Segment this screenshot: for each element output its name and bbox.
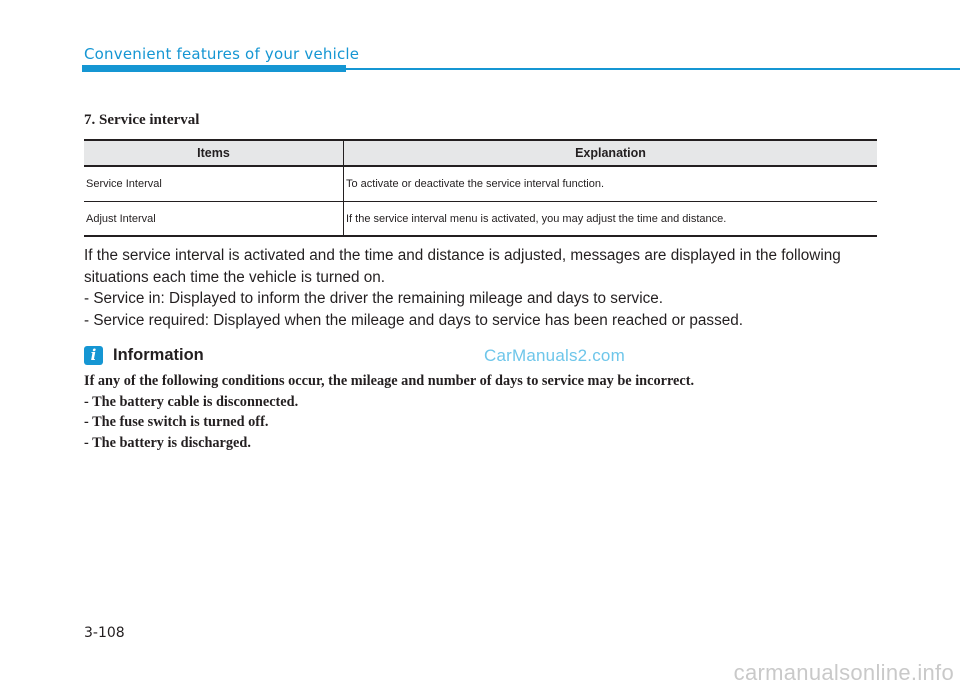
table-row: [84, 202, 877, 237]
watermark-carmanualsonline: carmanualsonline.info: [733, 660, 954, 685]
header-accent-bar: [82, 65, 346, 72]
watermark-carmanuals2: CarManuals2.com: [484, 346, 625, 365]
body-paragraph: If the service interval is activated and the time and distance is adjusted, messages are displayed in the following situations each time the vehicle is turned on.: [84, 247, 841, 286]
information-title: Information: [113, 346, 204, 364]
table-cell-item: Adjust Interval: [84, 202, 344, 237]
table-cell-explanation: To activate or deactivate the service interval function.: [344, 166, 878, 202]
body-paragraph: - Service required: Displayed when the mileage and days to service has been reached or passed.: [84, 311, 743, 329]
service-interval-table: [84, 139, 877, 237]
information-line: - The battery cable is disconnected.: [84, 393, 299, 410]
information-body: [84, 371, 874, 453]
chapter-title: Convenient features of your vehicle: [84, 45, 360, 63]
information-line: If any of the following conditions occur, the mileage and number of days to service may be incorrect.: [84, 373, 695, 389]
column-header-items: Items: [84, 140, 344, 166]
info-icon: i: [84, 346, 103, 365]
information-line: - The fuse switch is turned off.: [84, 414, 269, 430]
table-cell-item: Service Interval: [84, 166, 344, 202]
information-line: - The battery is discharged.: [84, 434, 251, 451]
table-row: [84, 166, 877, 202]
header-rule: [346, 68, 960, 70]
section-heading: 7. Service interval: [84, 112, 200, 128]
body-text: [84, 245, 874, 331]
body-paragraph: - Service in: Displayed to inform the driver the remaining mileage and days to service.: [84, 290, 663, 307]
table-cell-explanation: If the service interval menu is activated, you may adjust the time and distance.: [344, 202, 878, 237]
page-number: 3-108: [84, 625, 125, 641]
table-header-row: [84, 140, 877, 166]
column-header-explanation: Explanation: [344, 140, 878, 166]
